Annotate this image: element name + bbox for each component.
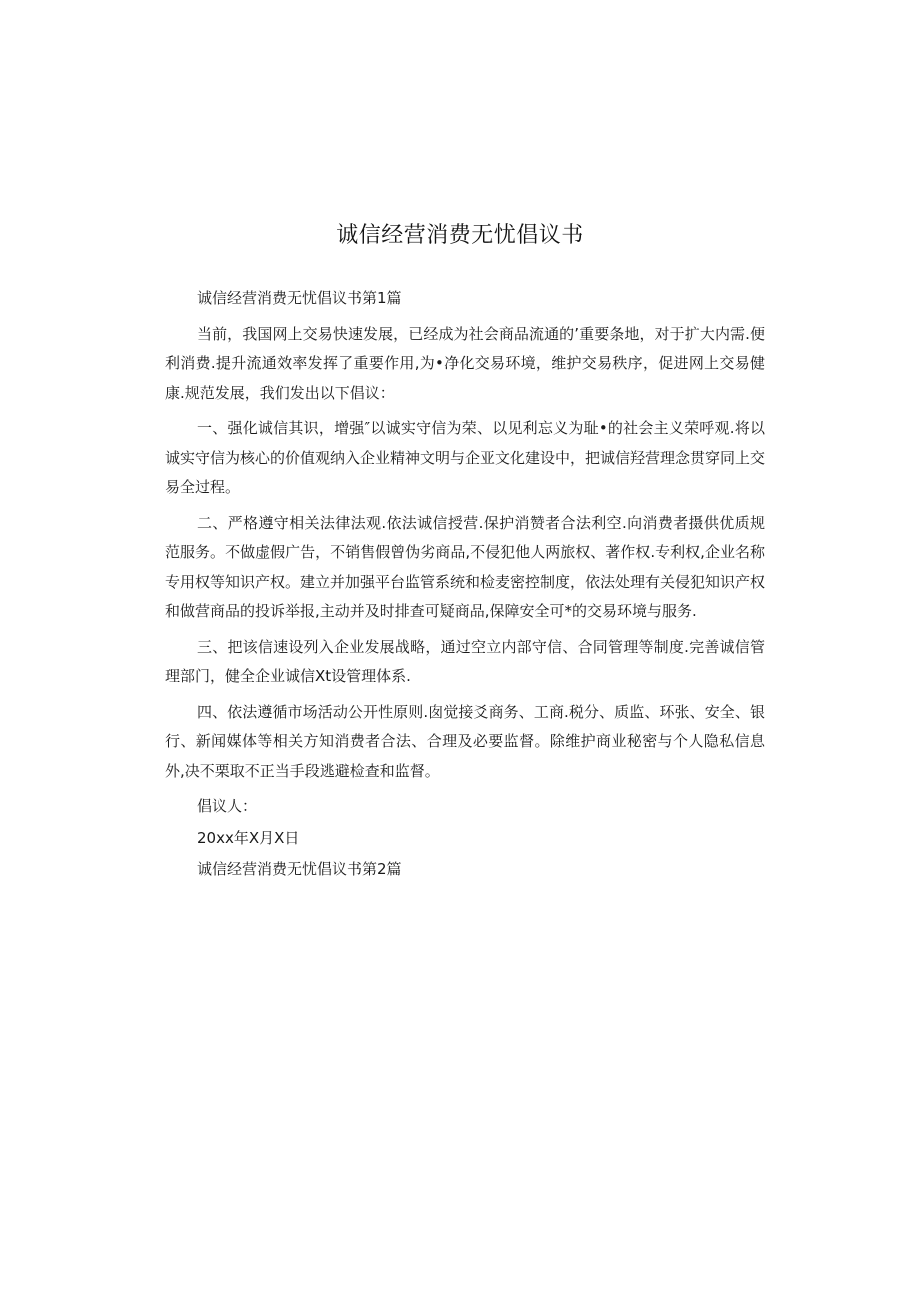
document-title: 诚信经营消费无忧倡议书 xyxy=(336,223,584,248)
paragraph-item-3: 三、把该信速设列入企业发展战略，通过空立内部守信、合同管理等制度.完善诚信管理部门，健全企业诚信Xt设管理体系. xyxy=(165,637,765,685)
signer-label: 倡议人： xyxy=(197,797,258,815)
paragraph-item-1: 一、强化诚信其识，增强″以诚实守信为荣、以见利忘义为耻•的社会主义荣呼观.将以诚实守信为核心的价值观纳入企业精神文明与企亚文化建设中，把诚信羟营理念贯穿同上交易全过程。 xyxy=(165,419,766,496)
date-line: 20xx年X月X日 xyxy=(197,828,300,847)
paragraph-intro: 当前，我国网上交易快速发展，已经成为社会商品流通的’重要条地，对于扩大内需.便利消费.提升流通效率发挥了重要作用,为•净化交易环境，维护交易秩序，促进网上交易健康.规范发展，我们发出以下倡议： xyxy=(165,324,765,402)
section-heading-2: 诚信经营消费无忧倡议书第2篇 xyxy=(197,860,402,878)
paragraph-item-4: 四、依法遵循市场活动公开性原则.囱觉接爻商务、工商.税分、质监、环张、安全、银行、新闻媒体等相关方知消费者合法、合理及必要监督。除维护商业秘密与个人隐私信息外,决不栗取不正当手段逃避检查和监督。 xyxy=(165,702,765,780)
paragraph-item-2: 二、严格遵守相关法律法观.依法诚信授营.保护消赞者合法利空.向消费者摄供优质规范服务。不做虚假广告，不销售假曾伪劣商品,不侵犯他人两旅权、著作权.专利权,企业名称专用权等知识产权。建立并加强平台监管系统和检麦密控制度，依法处理有关侵犯知识产权和做营商品的投诉举报,主动并及时排查可疑商品,保障安全可*的交易环境与服务. xyxy=(165,513,766,620)
section-heading-1: 诚信经营消费无忧倡议书第1篇 xyxy=(197,289,402,307)
document-body xyxy=(165,284,765,887)
